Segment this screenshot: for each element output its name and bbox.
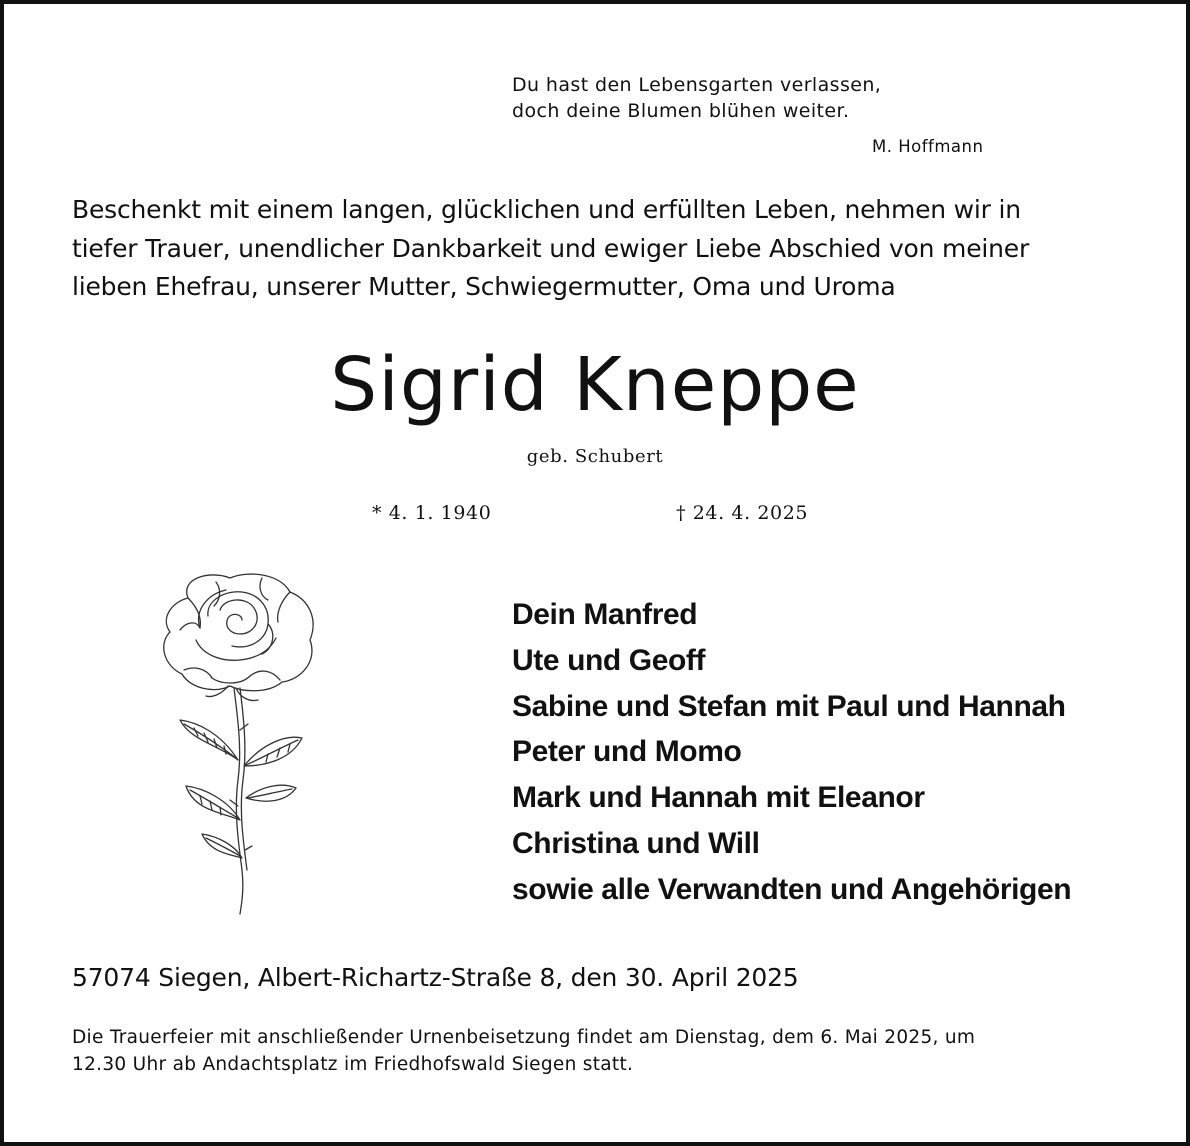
family-member: Sabine und Stefan mit Paul und Hannah bbox=[512, 689, 1066, 723]
address-line: 57074 Siegen, Albert-Richartz-Straße 8, den 30. April 2025 bbox=[72, 963, 799, 992]
intro-line-3: lieben Ehefrau, unserer Mutter, Schwiegermutter, Oma und Uroma bbox=[72, 272, 896, 301]
family-member: Christina und Will bbox=[512, 826, 760, 860]
family-member: Dein Manfred bbox=[512, 598, 698, 631]
family-list bbox=[512, 592, 1172, 913]
motto-line-2: doch deine Blumen blühen weiter. bbox=[512, 100, 850, 122]
service-line-2: 12.30 Uhr ab Andachtsplatz im Friedhofswald Siegen statt. bbox=[72, 1054, 634, 1075]
motto-quote bbox=[512, 72, 932, 124]
family-member: Peter und Momo bbox=[512, 735, 742, 769]
service-notice bbox=[72, 1024, 1132, 1078]
family-member: sowie alle Verwandten und Angehörigen bbox=[512, 872, 1072, 906]
death-date: † 24. 4. 2025 bbox=[676, 502, 809, 524]
family-member: Ute und Geoff bbox=[512, 643, 706, 677]
birth-name: geb. Schubert bbox=[526, 446, 664, 467]
intro-line-1: Beschenkt mit einem langen, glücklichen und erfüllten Leben, nehmen wir in bbox=[72, 195, 1021, 224]
intro-text bbox=[72, 191, 1132, 307]
birth-date: * 4. 1. 1940 bbox=[372, 502, 492, 524]
motto-line-1: Du hast den Lebensgarten verlassen, bbox=[512, 74, 882, 96]
intro-line-2: tiefer Trauer, unendlicher Dankbarkeit und ewiger Liebe Abschied von meiner bbox=[72, 233, 1030, 263]
family-member: Mark und Hannah mit Eleanor bbox=[512, 781, 925, 815]
service-line-1: Die Trauerfeier mit anschließender Urnenbeisetzung findet am Dienstag, dem 6. Mai 2025, um bbox=[72, 1027, 976, 1048]
deceased-name: Sigrid Kneppe bbox=[330, 342, 860, 428]
motto-author: M. Hoffmann bbox=[872, 137, 984, 156]
rose-drawing-icon bbox=[150, 570, 330, 920]
